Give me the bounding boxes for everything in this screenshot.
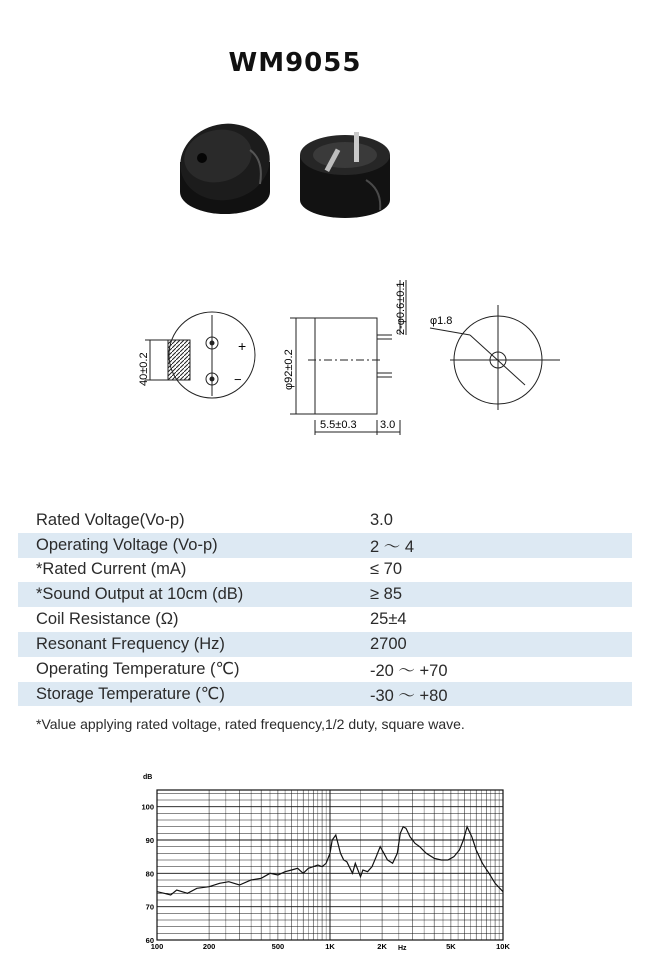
footnote: *Value applying rated voltage, rated frequency,1/2 duty, square wave. <box>36 716 465 732</box>
spec-value: 2 ～ 4 <box>370 533 632 558</box>
spec-label: *Rated Current (mA) <box>36 560 187 579</box>
dimension-drawings <box>120 260 570 440</box>
spec-value: -30 ～ +80 <box>370 682 632 707</box>
spec-value: ≥ 85 <box>370 582 632 607</box>
y-tick-label: 60 <box>145 936 154 945</box>
spec-value: -20 ～ +70 <box>370 662 448 681</box>
table-row <box>18 607 632 632</box>
table-row <box>18 558 632 583</box>
spec-value: 25±4 <box>370 610 407 629</box>
y-tick-label: 90 <box>145 836 154 845</box>
x-axis-label: Hz <box>398 945 407 952</box>
spec-label: Operating Voltage (Vo-p) <box>18 533 370 558</box>
spec-label: Resonant Frequency (Hz) <box>18 632 370 657</box>
pin-spec-label: 2-φ0.6±0.1 <box>395 281 407 335</box>
y-tick-label: 70 <box>145 902 154 912</box>
spec-label: Operating Temperature (℃) <box>36 660 240 679</box>
side-view-drawing <box>290 280 406 435</box>
buzzer-bottom-view <box>300 132 390 218</box>
spec-label: Rated Voltage(Vo-p) <box>36 510 185 529</box>
table-row <box>18 682 632 707</box>
product-photo <box>170 110 420 240</box>
table-row <box>18 533 632 558</box>
x-tick-label: 10K <box>496 942 510 951</box>
x-tick-label: 100 <box>150 942 164 951</box>
plus-sign: + <box>238 338 247 354</box>
spec-label: Storage Temperature (℃) <box>18 682 370 707</box>
x-tick-label: 5K <box>446 942 456 951</box>
table-row <box>18 508 632 533</box>
frequency-response-chart <box>130 770 520 955</box>
spec-label: *Sound Output at 10cm (dB) <box>18 582 370 607</box>
spec-value: ≤ 70 <box>370 560 402 579</box>
table-row <box>18 657 632 682</box>
pin-length-label: 3.0 <box>380 419 396 431</box>
product-title: WM9055 <box>228 48 362 78</box>
buzzer-top-view <box>173 115 277 214</box>
x-tick-label: 200 <box>202 942 216 951</box>
x-tick-label: 2K <box>377 942 387 951</box>
y-tick-label: 100 <box>141 802 154 812</box>
body-diameter-label: φ92±0.2 <box>283 349 295 390</box>
spec-table <box>18 508 632 706</box>
spec-label: Coil Resistance (Ω) <box>36 610 179 629</box>
height-label: 5.5±0.3 <box>320 419 357 431</box>
x-tick-label: 500 <box>271 942 285 951</box>
spec-value: 3.0 <box>370 510 393 529</box>
x-tick-label: 1K <box>325 942 335 951</box>
table-row <box>18 632 632 657</box>
spec-value: 2700 <box>370 632 632 657</box>
table-row <box>18 582 632 607</box>
y-axis-label: dB <box>143 774 153 781</box>
front-diameter-label: 40±0.2 <box>138 352 150 386</box>
y-tick-label: 80 <box>145 869 154 879</box>
hole-diameter-label: φ1.8 <box>430 315 453 327</box>
minus-sign: − <box>234 372 242 387</box>
